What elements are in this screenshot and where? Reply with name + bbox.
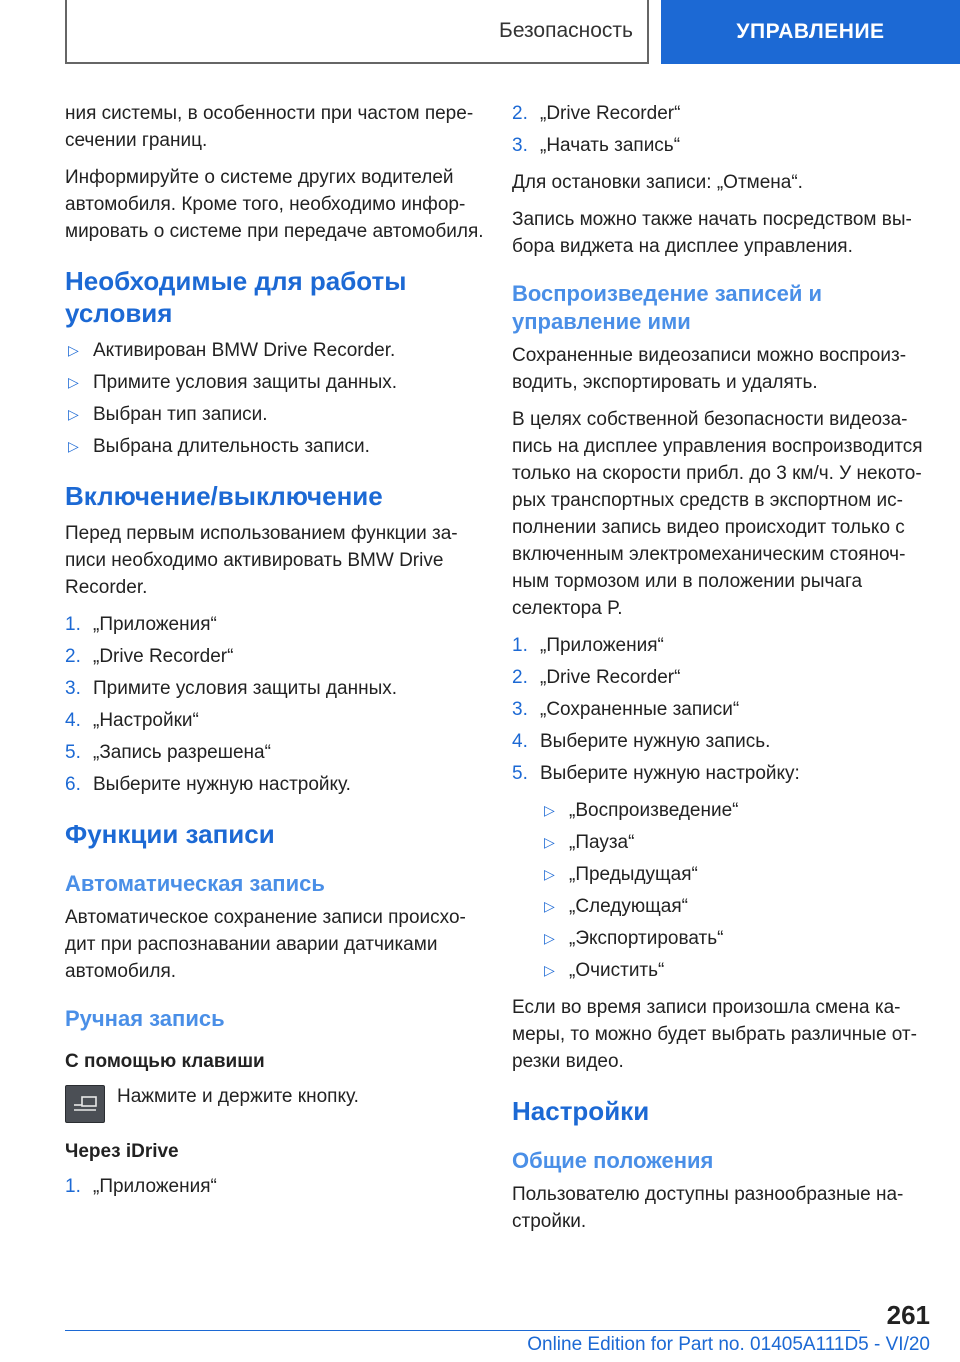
list-item: 3. „Сохраненные записи“: [512, 699, 740, 720]
footer-divider: [65, 1330, 860, 1331]
triangle-bullet-icon: ▷: [544, 866, 555, 882]
triangle-bullet-icon: ▷: [544, 930, 555, 946]
list-item: ▷ „Воспроизведение“: [512, 797, 930, 824]
playback-heading: Воспроизведение записей и управление ими: [512, 281, 823, 334]
header-chapter-tab: [661, 0, 960, 64]
list-item: ▷ „Предыдущая“: [512, 861, 930, 888]
list-item: ▷ Выбран тип записи.: [65, 401, 485, 428]
via-idrive-heading: Через iDrive: [65, 1141, 179, 1162]
camera-change-paragraph: Если во время записи произошла смена камеры, то можно будет выбрать различные отрезки видео.: [512, 997, 917, 1072]
triangle-bullet-icon: ▷: [544, 834, 555, 850]
general-heading: Общие положения: [512, 1148, 714, 1173]
triangle-bullet-icon: ▷: [544, 802, 555, 818]
list-item: 1. „Приложения“: [65, 1176, 217, 1197]
list-item: ▷ „Очистить“: [512, 957, 930, 984]
triangle-bullet-icon: ▷: [544, 898, 555, 914]
list-item: 6. Выберите нужную настройку.: [65, 774, 351, 795]
button-instruction: [65, 1083, 485, 1123]
requirements-list: [65, 337, 485, 460]
list-item: ▷ Выбрана длительность записи.: [65, 433, 485, 460]
playback-paragraph-2: В целях собственной безопасности видеозапись на дисплее управления воспроизводится только на скорости прибл. до 3 км/ч. У некоторых транспортных средств в экспортном исполнении запись видео происходит только с включенным электромеханическим стояночным тормозом или в положении рычага селектора P.: [512, 409, 923, 619]
triangle-bullet-icon: ▷: [68, 406, 79, 422]
recording-functions-heading: Функции записи: [65, 819, 275, 849]
on-off-steps: [65, 611, 485, 798]
settings-heading: Настройки: [512, 1096, 650, 1126]
list-item: 2. „Drive Recorder“: [512, 103, 681, 124]
list-item: ▷ „Следующая“: [512, 893, 930, 920]
list-item: 3. „Начать запись“: [512, 135, 681, 156]
intro-paragraph-2: Информируйте о системе других водителей автомобиля. Кроме того, необходимо информировать о системе при передаче автомобиля.: [65, 167, 484, 242]
header-section-label: Безопасность: [499, 19, 633, 42]
list-item: ▷ Примите условия защиты данных.: [65, 369, 485, 396]
header-chapter-label: УПРАВЛЕНИЕ: [736, 20, 885, 43]
on-off-heading: Включение/выключение: [65, 481, 383, 511]
playback-paragraph-1: Сохраненные видеозаписи можно воспроизводить, экспортировать и удалять.: [512, 345, 907, 393]
page-number: 261: [886, 1300, 930, 1330]
list-item: 4. „Настройки“: [65, 710, 199, 731]
automatic-recording-paragraph: Автоматическое сохранение записи происходит при распознавании аварии датчиками автомобиля.: [65, 907, 466, 982]
list-item: 1. „Приложения“: [512, 635, 664, 656]
intro-paragraph-1: ния системы, в особенности при частом пересечении границ.: [65, 103, 474, 151]
stop-recording-paragraph: Для остановки записи: „Отмена“.: [512, 172, 803, 193]
requirements-heading: Необходимые для работы условия: [65, 266, 407, 328]
header-section-tab: [65, 0, 649, 64]
idrive-steps-continued: [512, 100, 930, 159]
list-item: 3. Примите условия защиты данных.: [65, 678, 398, 699]
idrive-steps: [65, 1173, 485, 1200]
list-item: 1. „Приложения“: [65, 614, 217, 635]
right-column: [512, 100, 930, 1245]
list-item: 2. „Drive Recorder“: [65, 646, 234, 667]
widget-paragraph: Запись можно также начать посредством выбора виджета на дисплее управления.: [512, 209, 912, 257]
triangle-bullet-icon: ▷: [68, 342, 79, 358]
playback-steps: [512, 632, 930, 787]
footer-edition: Online Edition for Part no. 01405A111D5 - VI/20: [527, 1334, 930, 1355]
list-item: 5. Выберите нужную настройку:: [512, 763, 800, 784]
drive-recorder-button-icon: [65, 1085, 105, 1123]
list-item: 4. Выберите нужную запись.: [512, 731, 771, 752]
left-column: [65, 100, 485, 1210]
playback-options-list: [512, 797, 930, 984]
triangle-bullet-icon: ▷: [544, 962, 555, 978]
button-instruction-text: Нажмите и держите кнопку.: [117, 1086, 359, 1107]
automatic-recording-heading: Автоматическая запись: [65, 871, 325, 896]
list-item: 2. „Drive Recorder“: [512, 667, 681, 688]
list-item: ▷ „Экспортировать“: [512, 925, 930, 952]
via-button-heading: С помощью клавиши: [65, 1051, 265, 1072]
triangle-bullet-icon: ▷: [68, 438, 79, 454]
triangle-bullet-icon: ▷: [68, 374, 79, 390]
list-item: 5. „Запись разрешена“: [65, 742, 271, 763]
manual-recording-heading: Ручная запись: [65, 1006, 225, 1031]
list-item: ▷ „Пауза“: [512, 829, 930, 856]
on-off-paragraph: Перед первым использованием функции записи необходимо активировать BMW Drive Recorder.: [65, 523, 458, 598]
general-paragraph: Пользователю доступны разнообразные настройки.: [512, 1184, 904, 1232]
list-item: ▷ Активирован BMW Drive Recorder.: [65, 337, 485, 364]
